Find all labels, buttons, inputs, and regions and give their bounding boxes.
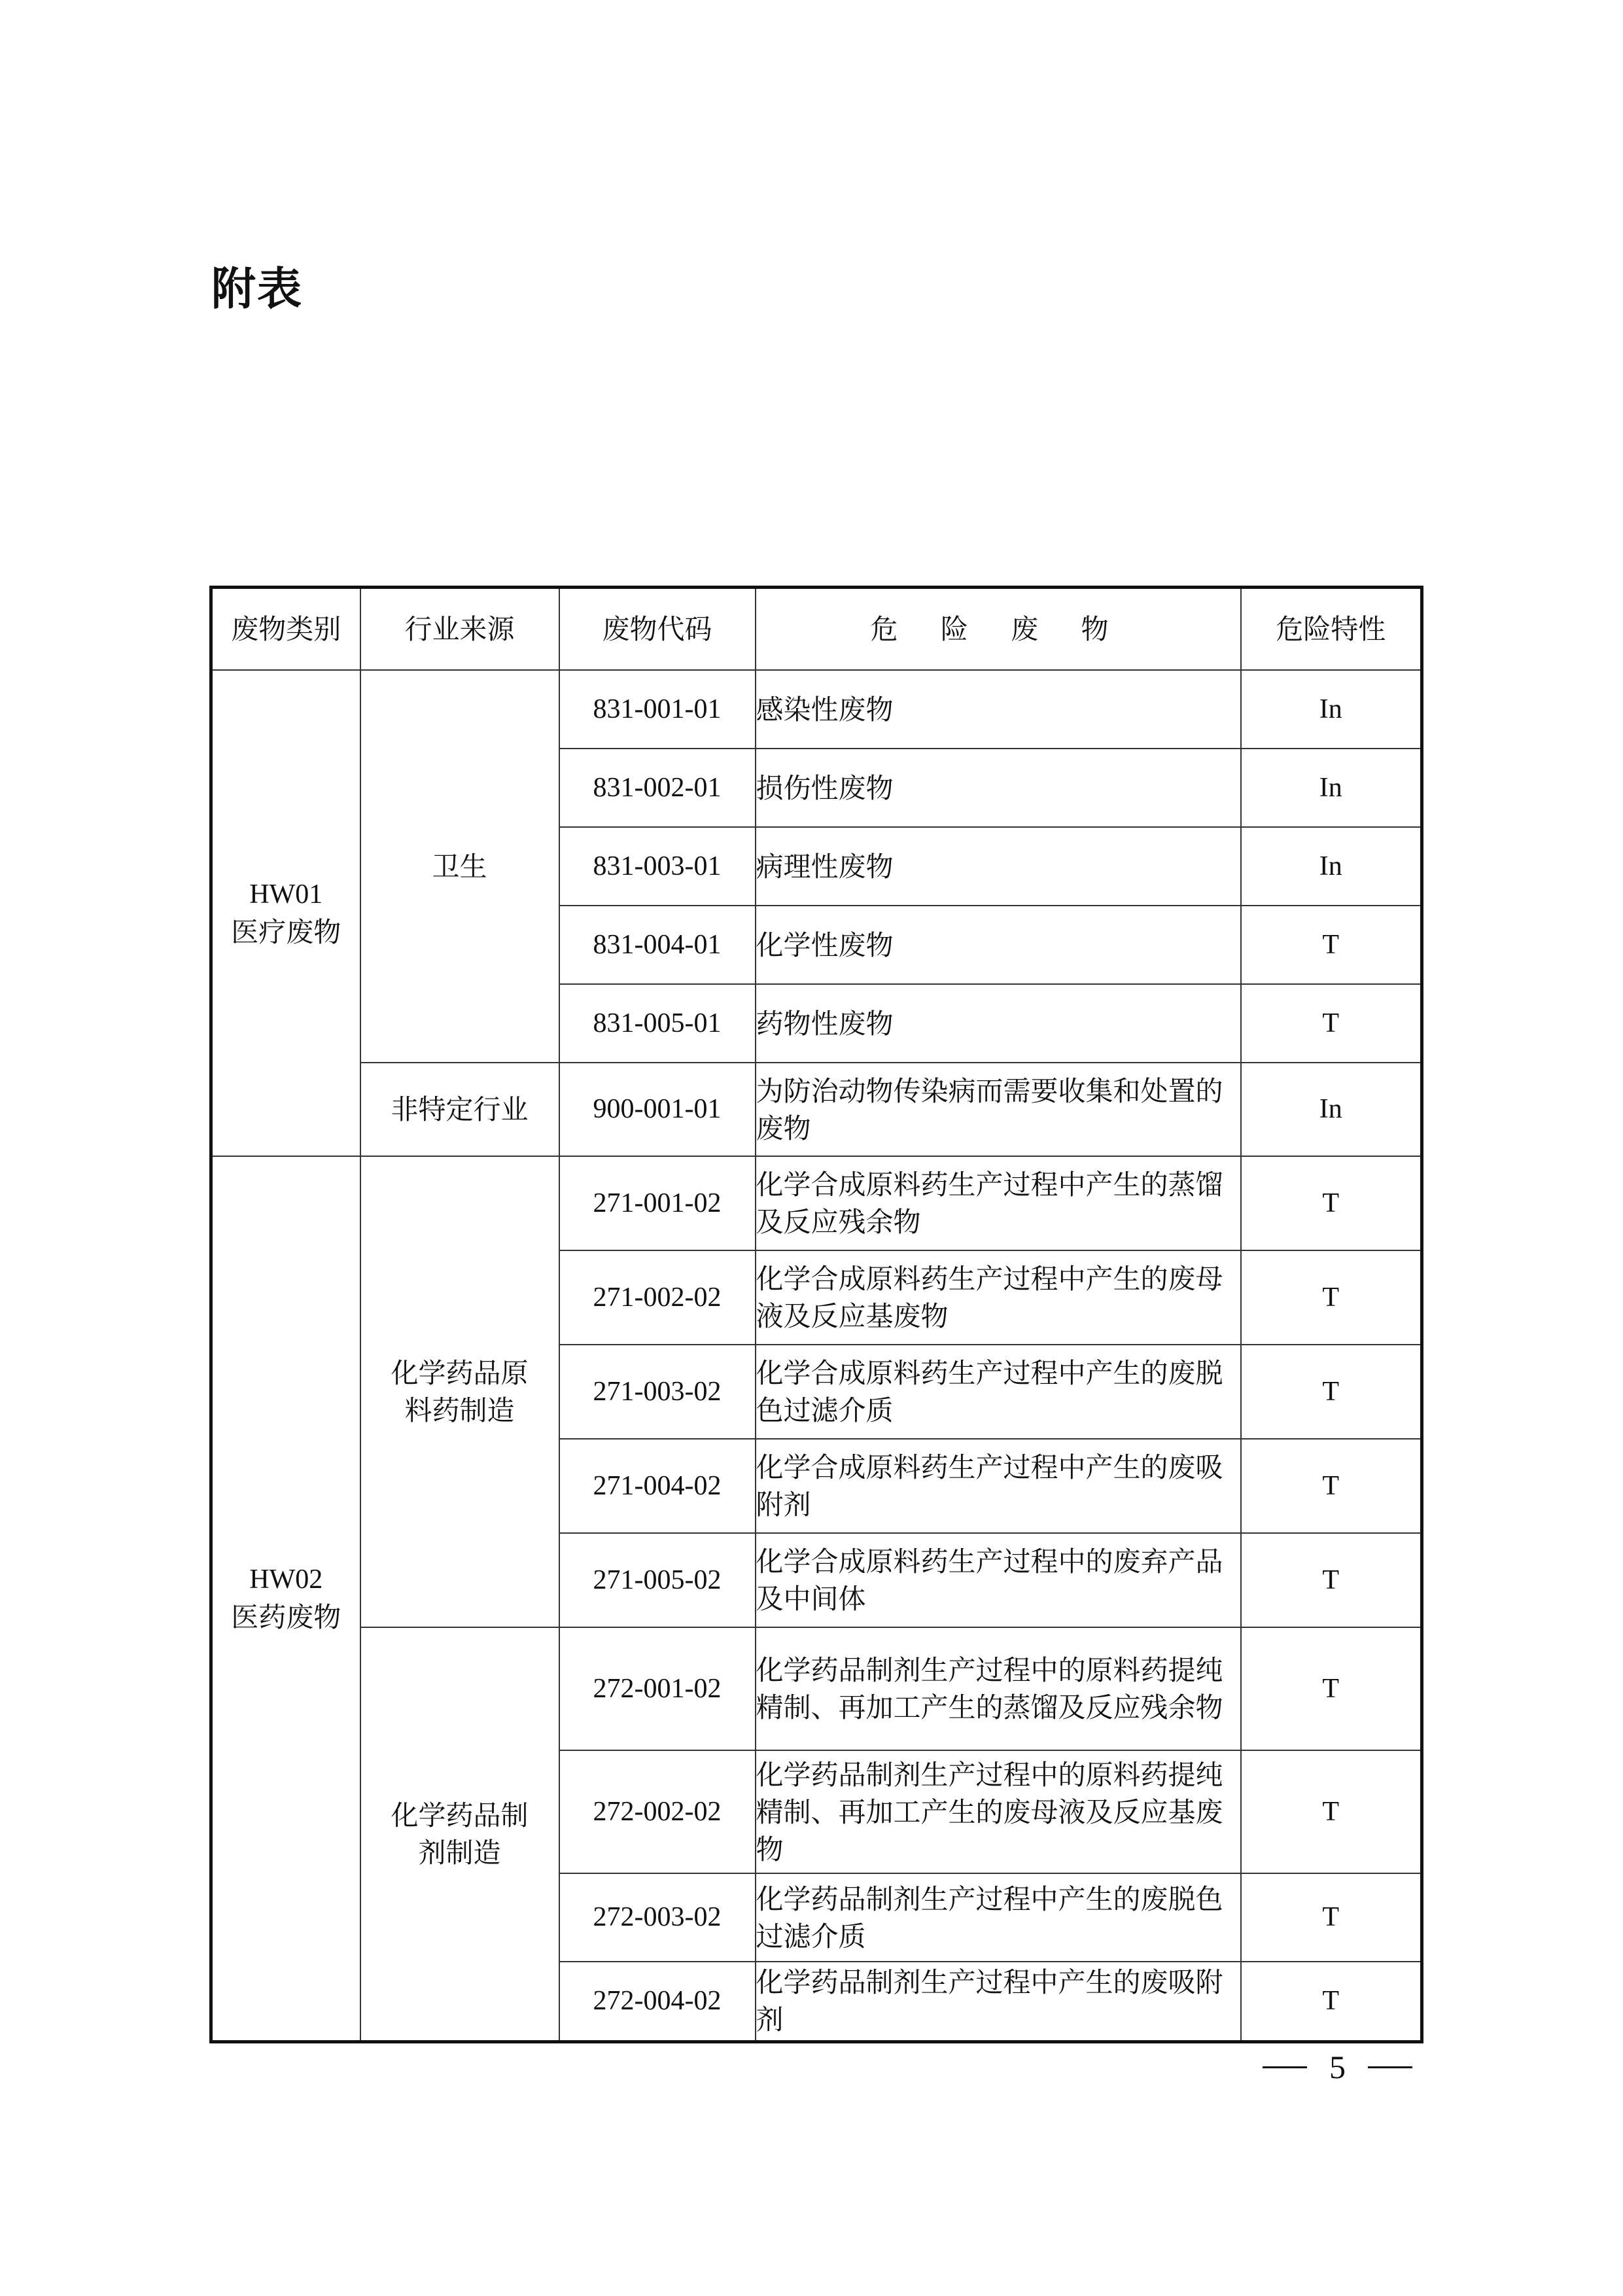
waste-code: 271-004-02 bbox=[559, 1439, 756, 1533]
waste-code: 271-005-02 bbox=[559, 1533, 756, 1627]
hazard-characteristic: T bbox=[1241, 984, 1422, 1063]
category-cell-hw02 bbox=[211, 1156, 360, 2041]
hazard-characteristic: T bbox=[1241, 1345, 1422, 1439]
table-header-row bbox=[211, 588, 1422, 671]
header-waste-category: 废物类别 bbox=[211, 588, 360, 671]
page-number: 5 bbox=[1329, 2049, 1346, 2085]
waste-description: 化学合成原料药生产过程中产生的废吸附剂 bbox=[756, 1439, 1241, 1533]
header-hazard-characteristic: 危险特性 bbox=[1241, 588, 1422, 671]
waste-description: 病理性废物 bbox=[756, 827, 1241, 906]
table-row bbox=[211, 670, 1422, 749]
category-name: 医药废物 bbox=[231, 1600, 341, 1633]
category-cell-hw01 bbox=[211, 670, 360, 1156]
waste-description: 化学合成原料药生产过程中产生的废母液及反应基废物 bbox=[756, 1250, 1241, 1345]
hazard-characteristic: T bbox=[1241, 1962, 1422, 2041]
hazard-characteristic: T bbox=[1241, 1627, 1422, 1750]
source-cell: 非特定行业 bbox=[360, 1063, 559, 1156]
waste-description: 化学药品制剂生产过程中产生的废吸附剂 bbox=[756, 1962, 1241, 2041]
waste-code: 831-004-01 bbox=[559, 906, 756, 984]
waste-description: 感染性废物 bbox=[756, 670, 1241, 749]
hazard-characteristic: T bbox=[1241, 1873, 1422, 1962]
waste-code: 831-005-01 bbox=[559, 984, 756, 1063]
waste-description: 化学合成原料药生产过程中产生的废脱色过滤介质 bbox=[756, 1345, 1241, 1439]
hazard-characteristic: T bbox=[1241, 1250, 1422, 1345]
table-row bbox=[211, 1156, 1422, 1250]
waste-code: 831-002-01 bbox=[559, 749, 756, 827]
hazard-characteristic: In bbox=[1241, 670, 1422, 749]
hazard-characteristic: T bbox=[1241, 906, 1422, 984]
waste-description: 化学合成原料药生产过程中的废弃产品及中间体 bbox=[756, 1533, 1241, 1627]
header-hazardous-waste: 危 险 废 物 bbox=[756, 588, 1241, 671]
category-code: HW01 bbox=[249, 879, 323, 910]
waste-description: 化学药品制剂生产过程中产生的废脱色过滤介质 bbox=[756, 1873, 1241, 1962]
waste-description: 化学药品制剂生产过程中的原料药提纯精制、再加工产生的废母液及反应基废物 bbox=[756, 1750, 1241, 1873]
category-name: 医疗废物 bbox=[231, 915, 341, 948]
waste-code: 272-003-02 bbox=[559, 1873, 756, 1962]
source-cell: 卫生 bbox=[360, 670, 559, 1063]
waste-code: 272-004-02 bbox=[559, 1962, 756, 2041]
waste-description: 药物性废物 bbox=[756, 984, 1241, 1063]
source-cell: 化学药品制剂制造 bbox=[360, 1627, 559, 2041]
waste-description: 化学合成原料药生产过程中产生的蒸馏及反应残余物 bbox=[756, 1156, 1241, 1250]
waste-description: 损伤性废物 bbox=[756, 749, 1241, 827]
hazardous-waste-table bbox=[209, 586, 1423, 2043]
hazard-characteristic: In bbox=[1241, 1063, 1422, 1156]
table-row bbox=[211, 1627, 1422, 1750]
waste-code: 272-001-02 bbox=[559, 1627, 756, 1750]
waste-code: 831-001-01 bbox=[559, 670, 756, 749]
waste-code: 900-001-01 bbox=[559, 1063, 756, 1156]
waste-code: 271-002-02 bbox=[559, 1250, 756, 1345]
waste-code: 831-003-01 bbox=[559, 827, 756, 906]
page-footer bbox=[1263, 2048, 1412, 2086]
hazard-characteristic: T bbox=[1241, 1156, 1422, 1250]
header-industry-source: 行业来源 bbox=[360, 588, 559, 671]
table-row bbox=[211, 1063, 1422, 1156]
hazard-characteristic: T bbox=[1241, 1439, 1422, 1533]
waste-description: 为防治动物传染病而需要收集和处置的废物 bbox=[756, 1063, 1241, 1156]
waste-code: 271-003-02 bbox=[559, 1345, 756, 1439]
waste-code: 271-001-02 bbox=[559, 1156, 756, 1250]
hazard-characteristic: T bbox=[1241, 1533, 1422, 1627]
hazard-characteristic: In bbox=[1241, 827, 1422, 906]
header-waste-code: 废物代码 bbox=[559, 588, 756, 671]
footer-dash-right bbox=[1368, 2066, 1412, 2068]
hazard-characteristic: T bbox=[1241, 1750, 1422, 1873]
footer-dash-left bbox=[1263, 2066, 1307, 2068]
waste-code: 272-002-02 bbox=[559, 1750, 756, 1873]
waste-description: 化学药品制剂生产过程中的原料药提纯精制、再加工产生的蒸馏及反应残余物 bbox=[756, 1627, 1241, 1750]
waste-description: 化学性废物 bbox=[756, 906, 1241, 984]
source-cell: 化学药品原料药制造 bbox=[360, 1156, 559, 1627]
hazard-characteristic: In bbox=[1241, 749, 1422, 827]
category-code: HW02 bbox=[249, 1564, 323, 1595]
page-title: 附表 bbox=[211, 264, 304, 315]
